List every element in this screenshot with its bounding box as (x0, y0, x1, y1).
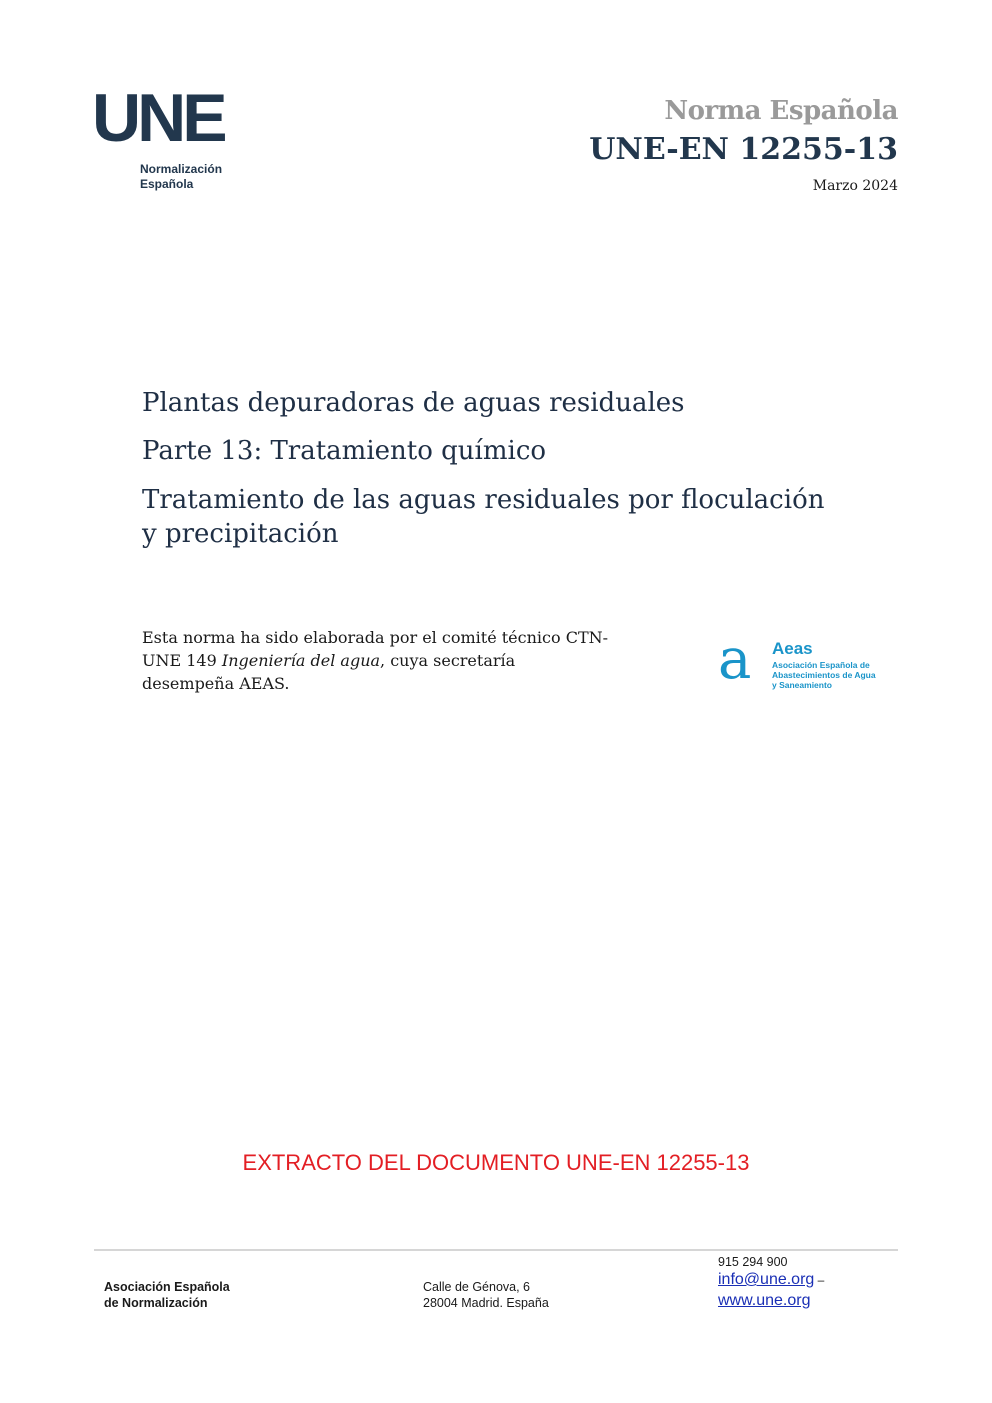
une-logo-subtitle-line1: Normalización (140, 162, 223, 176)
document-title: Plantas depuradoras de aguas residuales (142, 388, 685, 418)
footer-email-link[interactable]: info@une.org (718, 1271, 815, 1288)
une-logo-subtitle-line2: Española (140, 177, 194, 191)
committee-name: Ingeniería del agua (221, 651, 381, 670)
aeas-logo-letter: a (718, 627, 752, 692)
committee-statement (142, 626, 612, 695)
norma-code: UNE-EN 12255-13 (589, 132, 898, 167)
aeas-logo (718, 627, 878, 700)
footer-org-line2: de Normalización (104, 1296, 208, 1310)
footer-email-separator: – (814, 1273, 825, 1287)
document-part-title: Parte 13: Tratamiento químico (142, 436, 547, 466)
footer-addr-line2: 28004 Madrid. España (423, 1296, 549, 1310)
une-logo (92, 80, 232, 198)
footer-organization (104, 1279, 230, 1311)
footer-email-line (718, 1270, 824, 1290)
norma-date: Marzo 2024 (812, 178, 898, 194)
footer-web-link[interactable]: www.une.org (718, 1292, 811, 1309)
norma-label: Norma Española (664, 96, 898, 126)
extract-notice: EXTRACTO DEL DOCUMENTO UNE-EN 12255-13 (242, 1150, 750, 1175)
une-logo-subtitle (140, 162, 222, 192)
aeas-logo-description: Asociación Española de Abastecimientos de Agua y Saneamiento (772, 660, 876, 690)
footer-org-line1: Asociación Española (104, 1280, 230, 1294)
committee-prefix: Esta norma ha sido elaborada por el comité técnico CTN-UNE 149 (142, 628, 609, 670)
footer-address (423, 1279, 549, 1311)
footer-web-line (718, 1291, 811, 1310)
footer-phone: 915 294 900 (718, 1255, 788, 1269)
footer-divider (94, 1249, 898, 1251)
document-subtitle: Tratamiento de las aguas residuales por floculación y precipitación (142, 485, 825, 549)
une-logo-word: UNE (92, 80, 224, 156)
footer-addr-line1: Calle de Génova, 6 (423, 1280, 531, 1294)
aeas-logo-name: Aeas (772, 639, 813, 658)
committee-suffix: , cuya secretaría desempeña AEAS. (142, 651, 516, 693)
